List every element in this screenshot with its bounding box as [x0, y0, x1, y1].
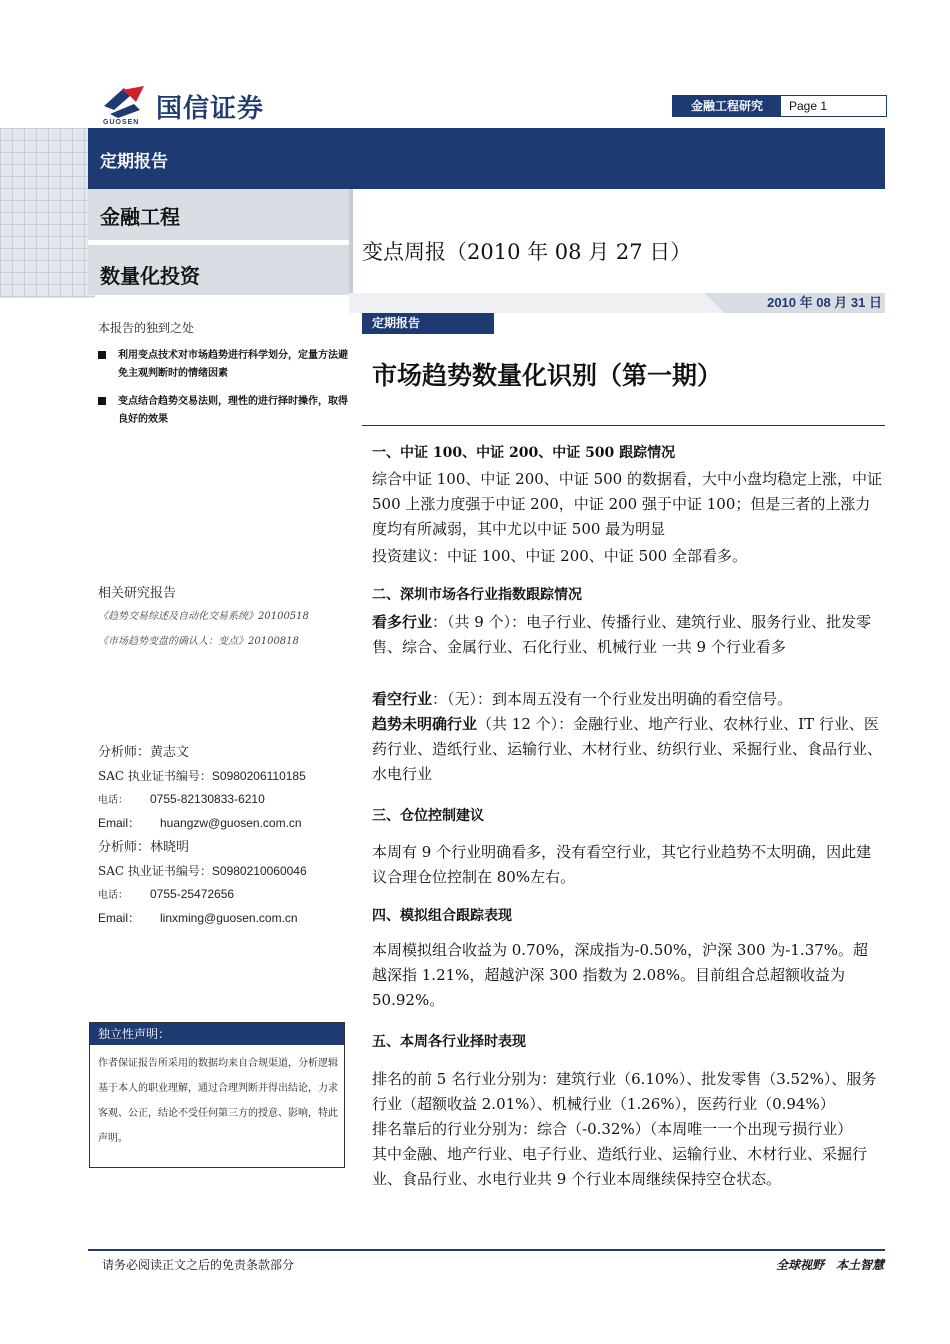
uniqueness-title: 本报告的独到之处: [98, 321, 195, 335]
section-paragraph: 其中金融、地产行业、电子行业、造纸行业、运输行业、木材行业、采掘行业、食品行业、水电行业共 9 个行业本周继续保持空仓状态。: [372, 1145, 868, 1188]
bullish-label: 看多行业: [372, 613, 433, 631]
grid-decoration: [0, 128, 95, 298]
independence-text: 作者保证报告所采用的数据均来自合规渠道，分析逻辑基于本人的职业理解，通过合理判断并得出结论，力求客观、公正，结论不受任何第三方的授意、影响，特此声明。: [98, 1058, 338, 1144]
report-type: 定期报告: [100, 152, 168, 172]
bullish-text: ：（共 9 个）：电子行业、传播行业、建筑行业、服务行业、批发零售、综合、金属行业、石化行业、机械行业 一共 9 个行业看多: [372, 613, 872, 656]
phone-number: 0755-82130833-6210: [150, 792, 265, 806]
brand-sub: GUOSEN: [103, 119, 140, 126]
email-label: Email：: [98, 816, 141, 830]
highlight-bullet: 利用变点技术对市场趋势进行科学划分，定量方法避免主观判断时的情绪因素: [98, 347, 348, 383]
section-heading: 二、深圳市场各行业指数跟踪情况: [372, 587, 582, 603]
vertical-separator: [349, 189, 353, 295]
report-subject: 变点周报（2010 年 08 月 27 日）: [362, 240, 692, 264]
bearish-industries: [372, 687, 882, 712]
header-label: 金融工程研究: [673, 96, 781, 116]
header-band: [88, 128, 885, 189]
page-title: 市场趋势数量化识别（第一期）: [372, 361, 723, 390]
independence-title: 独立性声明：: [90, 1023, 344, 1045]
neutral-text: （共 12 个）：金融行业、地产行业、农林行业、IT 行业、医药行业、造纸行业、运输行业、木材行业、纺织行业、采掘行业、食品行业、水电行业: [372, 715, 883, 783]
page-number: Page 1: [789, 99, 828, 113]
section-paragraph: 排名靠后的行业分别为：综合（-0.32%）（本周唯一一个出现亏损行业）: [372, 1120, 853, 1138]
phone-label: 电话：: [98, 890, 128, 901]
analyst-email: [98, 814, 302, 831]
phone-label: 电话：: [98, 795, 128, 806]
neutral-label: 趋势未明确行业: [372, 715, 478, 733]
analyst-phone: [98, 886, 234, 901]
brand-name: 国信证券: [156, 94, 265, 124]
category-2: 数量化投资: [100, 264, 200, 288]
section-paragraph: 投资建议：中证 100、中证 200、中证 500 全部看多。: [372, 547, 747, 565]
analyst-phone: [98, 791, 265, 806]
section-heading: 一、中证 100、中证 200、中证 500 跟踪情况: [372, 445, 676, 461]
section-heading: 三、仓位控制建议: [372, 808, 484, 824]
analyst-sac: [98, 767, 306, 784]
phone-number: 0755-25472656: [150, 887, 235, 901]
section-paragraph: 本周模拟组合收益为 0.70%，深成指为-0.50%，沪深 300 为-1.37%。超越深指 1.21%，超越沪深 300 指数为 2.08%。目前组合总超额收益为 50.92%。: [372, 941, 869, 1009]
header-box: [672, 95, 887, 117]
highlight-bullet: 变点结合趋势交易法则，理性的进行择时操作，取得良好的效果: [98, 393, 348, 429]
guosen-logo-icon: [100, 84, 150, 120]
sac-number: S0980206110185: [211, 769, 306, 783]
footer-slogan: 全球视野 本土智慧: [775, 1258, 884, 1272]
section-paragraph: 综合中证 100、中证 200、中证 500 的数据看，大中小盘均稳定上涨，中证 500 上涨力度强于中证 200，中证 200 强于中证 100；但是三者的上涨力度均有所减弱，其中尤以中证 500 最为明显: [372, 470, 882, 538]
bearish-text: ：（无）：到本周五没有一个行业发出明确的看空信号。: [432, 690, 793, 708]
bearish-label: 看空行业: [372, 690, 433, 708]
section-paragraph: 排名的前 5 名行业分别为：建筑行业（6.10%）、批发零售（3.52%）、服务行业（超额收益 2.01%）、机械行业（1.26%），医药行业（0.94%）: [372, 1070, 877, 1113]
report-date: 2010 年 08 月 31 日: [767, 295, 882, 310]
neutral-industries: [372, 712, 882, 787]
title-divider: [362, 425, 885, 426]
category-1: 金融工程: [100, 205, 180, 229]
bullish-industries: [372, 610, 882, 660]
category-divider: [88, 240, 349, 245]
sac-number: S0980210060046: [211, 864, 307, 878]
email-label: Email：: [98, 911, 141, 925]
related-report-item: 《趋势交易综述及自动化交易系统》20100518: [98, 611, 309, 622]
related-report-item: 《市场趋势变盘的确认人：变点》20100818: [98, 636, 299, 647]
analyst-name: 分析师：黄志文: [98, 745, 190, 760]
analyst-email: [98, 909, 298, 926]
analyst-sac: [98, 862, 307, 879]
section-paragraph: 本周有 9 个行业明确看多，没有看空行业，其它行业趋势不太明确，因此建议合理仓位控制在 80%左右。: [372, 843, 872, 886]
related-reports-title: 相关研究报告: [98, 586, 177, 601]
independence-statement: [89, 1022, 345, 1168]
footer-divider: [88, 1249, 885, 1251]
email-address[interactable]: huangzw@guosen.com.cn: [160, 816, 302, 830]
report-tag: 定期报告: [362, 313, 494, 334]
sac-label: SAC 执业证书编号：: [98, 769, 212, 783]
analyst-name: 分析师：林晓明: [98, 840, 190, 855]
section-heading: 五、本周各行业择时表现: [372, 1034, 526, 1050]
sac-label: SAC 执业证书编号：: [98, 864, 212, 878]
footer-disclaimer: 请务必阅读正文之后的免责条款部分: [102, 1258, 295, 1272]
email-address[interactable]: linxming@guosen.com.cn: [160, 911, 298, 925]
section-heading: 四、模拟组合跟踪表现: [372, 908, 512, 924]
